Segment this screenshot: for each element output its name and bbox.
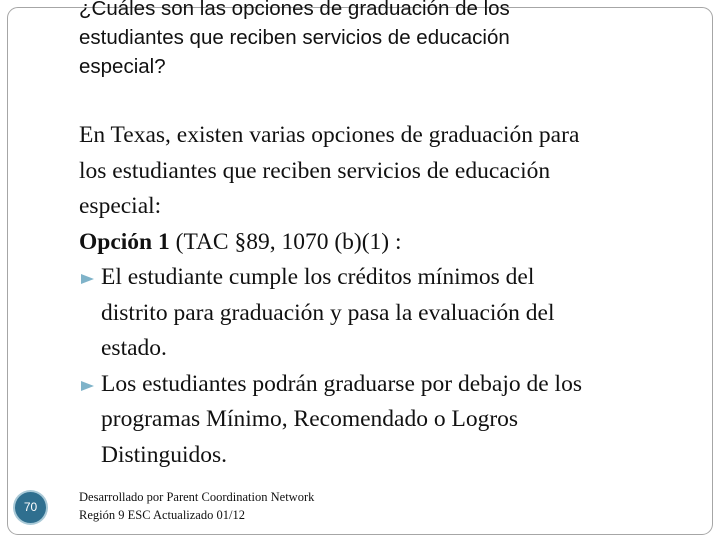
intro-line: los estudiantes que reciben servicios de educación <box>79 157 551 184</box>
arrow-bullet-icon <box>81 274 94 284</box>
intro-line: especial: <box>79 193 162 219</box>
slide-title <box>79 0 679 81</box>
page-number-badge: 70 <box>15 492 46 523</box>
slide-body <box>79 118 699 473</box>
bullet-text: programas Mínimo, Recomendado o Logros <box>101 406 519 432</box>
footer-line: Región 9 ESC Actualizado 01/12 <box>79 508 245 522</box>
title-line: ¿Cuáles son las opciones de graduación de los <box>79 0 510 20</box>
option-heading <box>79 225 699 261</box>
intro-line: En Texas, existen varias opciones de graduación para <box>79 122 580 148</box>
option-label: Opción 1 <box>79 228 170 255</box>
bullet-item <box>79 367 699 403</box>
option-citation: (TAC §89, 1070 (b)(1) : <box>169 228 402 255</box>
footer-line: Desarrollado por Parent Coordination Network <box>79 490 315 504</box>
arrow-bullet-icon <box>81 381 94 391</box>
bullet-text: Los estudiantes podrán graduarse por debajo de los <box>101 370 582 397</box>
title-line: especial? <box>79 55 166 78</box>
bullet-text: estado. <box>101 335 167 361</box>
bullet-text: distrito para graduación y pasa la evaluación del <box>101 299 555 326</box>
bullet-text: El estudiante cumple los créditos mínimos del <box>101 264 535 290</box>
bullet-item <box>79 260 699 296</box>
slide-footer <box>79 488 314 524</box>
title-line: estudiantes que reciben servicios de educación <box>79 26 510 49</box>
bullet-text: Distinguidos. <box>101 441 228 468</box>
